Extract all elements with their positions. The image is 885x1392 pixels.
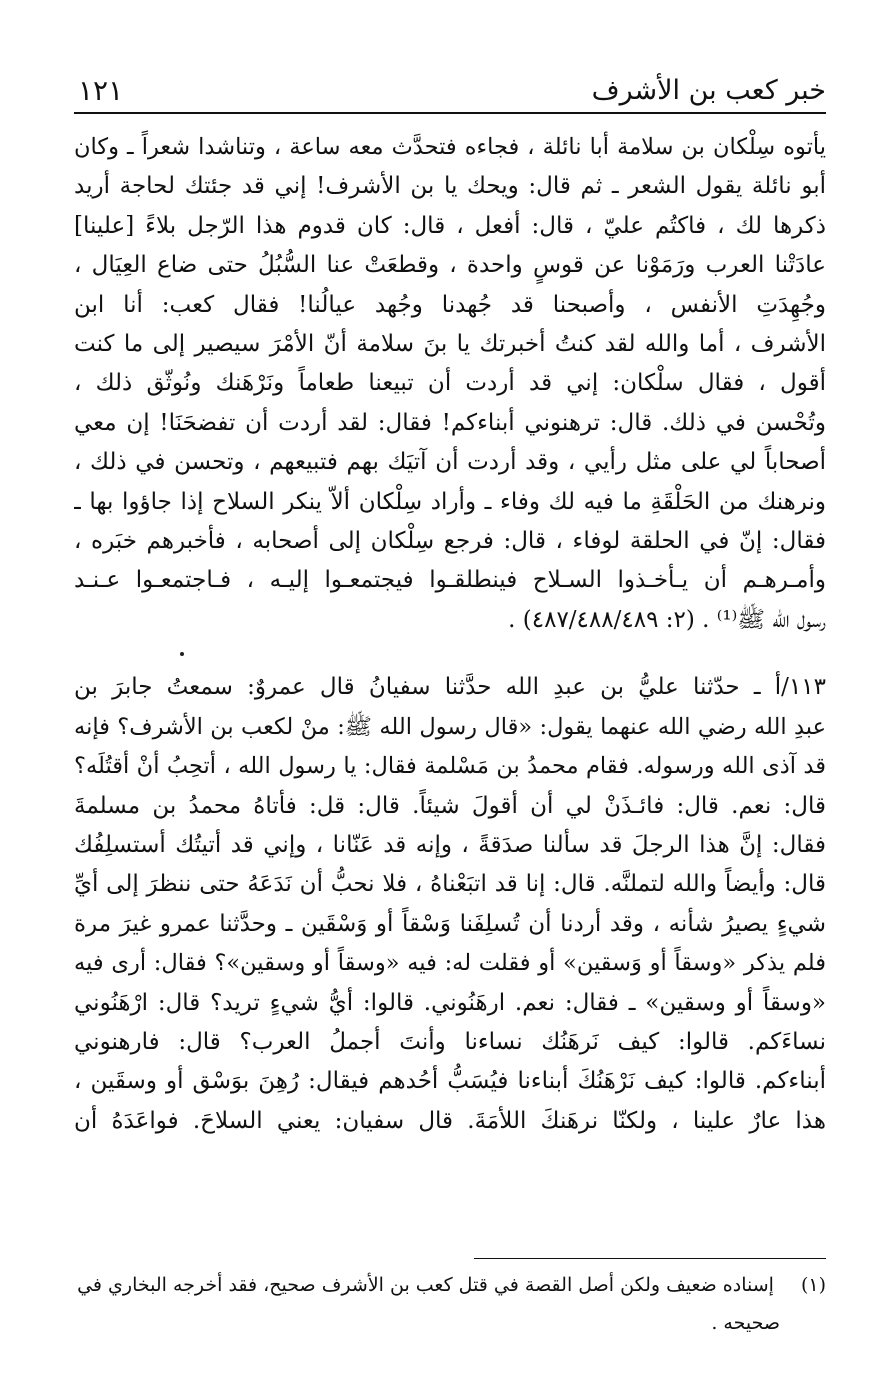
text-line: شيءٍ يصيرُ شأنه ، وقد أردنا أن تُسلِفَنا وَسْقاً أو وَسْقَين ـ وحدَّثنا عمرو غيرَ مرة bbox=[74, 910, 826, 937]
paragraph-gap bbox=[74, 640, 826, 668]
text-line: فلم يذكر «وسقاً أو وَسقين» أو فقلت له: فيه «وسقاً أو وسقين»؟ فقال: أرى فيه bbox=[74, 950, 826, 977]
text-line: وجُهِدَتِ الأنفس ، وأصبحنا قد جُهدنا وجُهد عيالُنا! فقال كعب: أنا ابن bbox=[74, 291, 826, 318]
text-line: قال: وأيضاً والله لتملنَّه. قال: إنا قد اتبَعْناهُ ، فلا نحبُّ أن نَدَعَهُ حتى ننظرَ إلى أيِّ bbox=[74, 871, 826, 898]
footnote-line bbox=[74, 1266, 826, 1304]
page-header bbox=[74, 72, 826, 116]
footnote-text: إسناده ضعيف ولكن أصل القصة في قتل كعب بن الأشرف صحيح، فقد أخرجه البخاري في bbox=[77, 1274, 774, 1296]
paragraph-1 bbox=[74, 128, 826, 640]
text-line: ونرهنك من الحَلْقَةِ ما فيه لك وفاء ـ وأراد سِلْكان ألاّ ينكر السلاح إذا جاؤوا بها ـ bbox=[74, 488, 826, 515]
text-line: عبدِ الله رضي الله عنهما يقول: «قال رسول الله ﷺ: منْ لكعب بن الأشرف؟ فإنه bbox=[74, 713, 826, 740]
text-line: أقول ، فقال سلْكان: إني قد أردت أن تبيعنا طعاماً ونَرْهَنك ونُوثّق ذلك ، bbox=[74, 370, 826, 397]
text-line: وتُحْسن في ذلك. قال: ترهنوني أبناءكم! فقال: لقد أردت أن تفضحَنَا! إن معي bbox=[74, 409, 826, 436]
stray-dot bbox=[180, 652, 184, 656]
footnote-number: (١) bbox=[800, 1274, 826, 1296]
text-line: فقال: إنّ في الحلقة لوفاء ، قال: فرجع سِلْكان إلى أصحابه ، فأخبرهم خبَره ، bbox=[74, 528, 826, 555]
text-line: يأتوه سِلْكان بن سلامة أبا نائلة ، فجاءه فتحدَّث معه ساعة ، وتناشدا شعراً ـ وكان bbox=[74, 134, 826, 160]
footnote bbox=[74, 1266, 826, 1342]
text-line: أصحاباً لي على مثل رأيي ، وقد أردت أن آتيَك بهم فتبيعهم ، وتحسن في ذلك ، bbox=[74, 449, 826, 476]
header-rule bbox=[74, 112, 826, 114]
text-line: قد آذى الله ورسوله. فقام محمدُ بن مَسْلمة فقال: يا رسول الله ، أتحِبُ أنْ أقتُلَه؟ bbox=[74, 753, 826, 780]
page-number: ١٢١ bbox=[78, 74, 124, 107]
text-line: عادَتْنا العرب ورَمَوْنا عن قوسٍ واحدة ، وقطعَتْ عنا السُّبُلُ حتى ضاع العِيَال ، bbox=[74, 252, 826, 279]
text-line: «وسقاً أو وسقين» ـ فقال: نعم. ارهَنُوني. قالوا: أيُّ شيءٍ تريد؟ قال: ارْهَنُوني bbox=[74, 989, 826, 1016]
text-line: وأمـرهـم أن يـأخـذوا السـلاح فينطلقـوا فيجتمعـوا إليـه ، فـاجتمعـوا عـنـد bbox=[74, 567, 826, 594]
text-line: ذكرها لك ، فاكتُم عليّ ، قال: أفعل ، قال: كان قدوم هذا الرّجل بلاءً [علينا] bbox=[74, 212, 826, 239]
text-line: أبو نائلة يقول الشعر ـ ثم قال: ويحك يا بن الأشرف! إني قد جئتك لحاجة أريد bbox=[74, 173, 826, 200]
footnote-rule bbox=[474, 1258, 826, 1259]
text-line: هذا عارٌ علينا ، ولكنّا نرهَنكَ اللأمَةَ. قال سفيان: يعني السلاحَ. فواعَدَهُ أن bbox=[74, 1107, 826, 1134]
text-line: فقال: إنَّ هذا الرجلَ قد سألنا صدَقةً ، وإنه قد عَنّانا ، وإني قد أتيتُك أستسلِفُك bbox=[74, 831, 826, 858]
text-line: ١١٣/أ ـ حدّثنا عليُّ بن عبدِ الله حدَّثنا سفيانُ قال عمروٌ: سمعتُ جابرَ بن bbox=[74, 674, 826, 701]
footnote-line: صحيحه . bbox=[711, 1312, 780, 1334]
text-line: الأشرف ، أما والله لقد كنتُ أخبرتك يا بنَ سلامة أنّ الأمْرَ سيصير إلى ما كنت bbox=[74, 331, 826, 358]
text-line: نساءَكم. قالوا: كيف نَرهَنُك نساءنا وأنتَ أجملُ العرب؟ قال: فارهنوني bbox=[74, 1028, 826, 1055]
running-title: خبر كعب بن الأشرف bbox=[591, 75, 826, 106]
body-text bbox=[74, 128, 826, 1141]
text-line: رسول الله ﷺ⁽¹⁾ . (٢: ٤٨٧/٤٨٨/٤٨٩) . bbox=[508, 606, 826, 633]
paragraph-2 bbox=[74, 668, 826, 1141]
text-line: قال: نعم. قال: فائـذَنْ لي أن أقولَ شيئاً. قال: قل: فأتاهُ محمدُ بن مسلمةَ bbox=[74, 792, 826, 819]
text-line: أبناءكم. قالوا: كيف نَرْهَنُكَ أبناءنا فيُسَبُّ أحُدهم فيقال: رُهِنَ بوَسْق أو وسقَين ، bbox=[74, 1068, 826, 1095]
